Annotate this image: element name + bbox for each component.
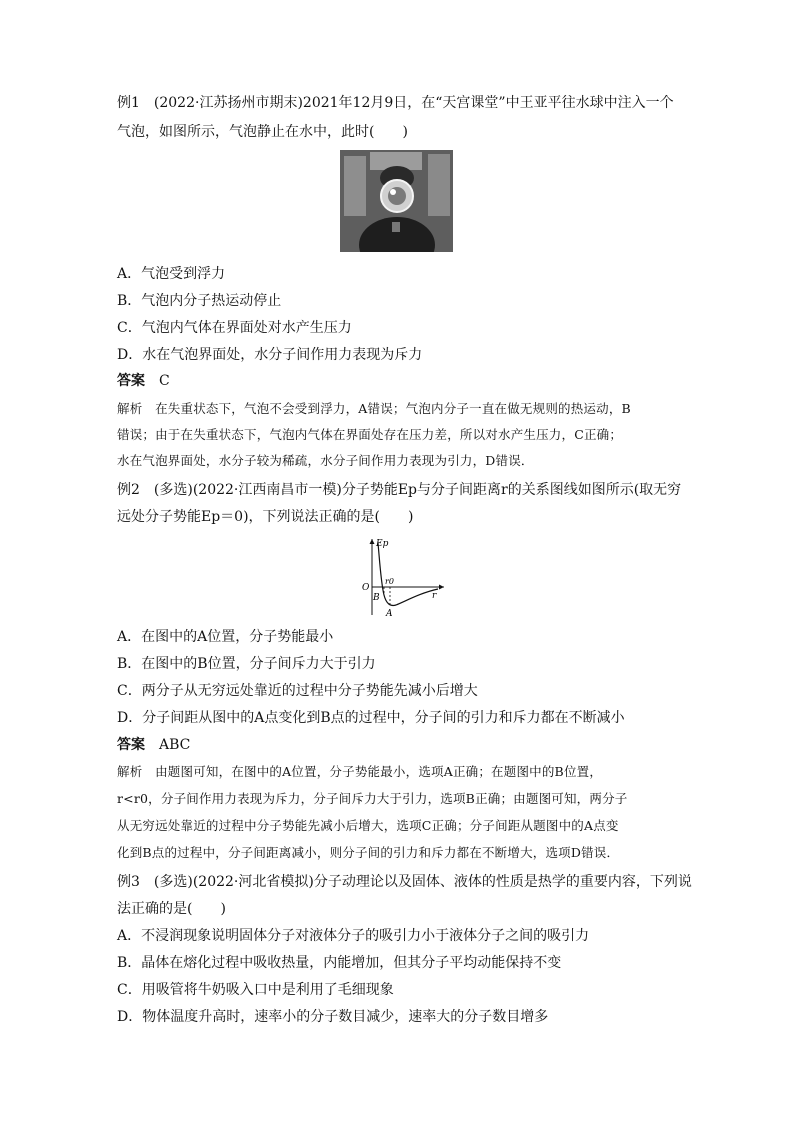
graph-xlabel: r xyxy=(432,591,437,601)
ex3-option-b: B．晶体在熔化过程中吸收热量，内能增加，但其分子平均动能保持不变 xyxy=(117,955,562,971)
potential-energy-graph xyxy=(358,535,448,620)
ex2-solution-line: 从无穷远处靠近的过程中分子势能先减小后增大，选项C正确；分子间距从题图中的A点变 xyxy=(117,818,619,833)
ex1-solution-line: 水在气泡界面处，水分子较为稀疏，水分子间作用力表现为引力，D错误． xyxy=(117,453,534,468)
ex3-option-a: A．不浸润现象说明固体分子对液体分子的吸引力小于液体分子之间的吸引力 xyxy=(117,928,590,944)
bubble-photo-illustration xyxy=(340,150,453,252)
bubble-photo xyxy=(340,150,453,252)
ex1-option-b: B．气泡内分子热运动停止 xyxy=(117,293,282,309)
ex1-option-d: D．水在气泡界面处，水分子间作用力表现为斥力 xyxy=(117,347,423,363)
ep-r-curve xyxy=(358,535,448,620)
ex2-heading-cont: 远处分子势能Ep＝0)，下列说法正确的是( ) xyxy=(117,509,414,525)
ex1-solution-line: 错误；由于在失重状态下，气泡内气体在界面处存在压力差，所以对水产生压力，C正确； xyxy=(117,427,623,442)
graph-ylabel: Ep xyxy=(376,539,389,549)
ex2-heading: 例2 (多选)(2022·江西南昌市一模)分子势能Ep与分子间距离r的关系图线如图所示(取无穷 xyxy=(117,482,682,498)
graph-point-a: A xyxy=(386,609,393,619)
ex3-option-d: D．物体温度升高时，速率小的分子数目减少，速率大的分子数目增多 xyxy=(117,1009,549,1025)
ex2-answer-row xyxy=(117,735,190,755)
ex2-solution-line: r<r0，分子间作用力表现为斥力，分子间斥力大于引力，选项B正确；由题图可知，两分子 xyxy=(117,791,628,806)
ex1-option-a: A．气泡受到浮力 xyxy=(117,266,226,282)
ex1-answer-row xyxy=(117,371,170,391)
ex1-heading-cont: 气泡，如图所示，气泡静止在水中，此时( ) xyxy=(117,124,408,140)
ex2-option-d: D．分子间距从图中的A点变化到B点的过程中，分子间的引力和斥力都在不断减小 xyxy=(117,710,625,726)
ex1-option-c: C．气泡内气体在界面处对水产生压力 xyxy=(117,320,352,336)
ex1-answer-label: 答案 xyxy=(117,373,145,389)
ex1-solution-line: 解析 在失重状态下，气泡不会受到浮力，A错误；气泡内分子一直在做无规则的热运动，B xyxy=(117,401,631,416)
ex2-answer-label: 答案 xyxy=(117,737,145,753)
ex2-option-b: B．在图中的B位置，分子间斥力大于引力 xyxy=(117,656,376,672)
ex2-option-a: A．在图中的A位置，分子势能最小 xyxy=(117,629,334,645)
ex3-option-c: C．用吸管将牛奶吸入口中是利用了毛细现象 xyxy=(117,982,394,998)
graph-r0: r0 xyxy=(385,577,394,586)
ex2-solution-line: 化到B点的过程中，分子间距离减小，则分子间的引力和斥力都在不断增大，选项D错误． xyxy=(117,845,620,860)
ex3-heading: 例3 (多选)(2022·河北省模拟)分子动理论以及固体、液体的性质是热学的重要内容，下列说 xyxy=(117,874,692,890)
ex2-answer: ABC xyxy=(159,737,191,753)
ex2-option-c: C．两分子从无穷远处靠近的过程中分子势能先减小后增大 xyxy=(117,683,478,699)
ex2-solution-line: 解析 由题图可知，在图中的A位置，分子势能最小，选项A正确；在题图中的B位置， xyxy=(117,764,603,779)
ex1-answer: C xyxy=(159,373,170,389)
graph-origin: O xyxy=(362,583,370,593)
ex3-heading-cont: 法正确的是( ) xyxy=(117,901,226,917)
ex1-heading: 例1 (2022·江苏扬州市期末)2021年12月9日，在“天宫课堂”中王亚平往水球中注入一个 xyxy=(117,95,674,111)
graph-point-b: B xyxy=(373,593,380,603)
